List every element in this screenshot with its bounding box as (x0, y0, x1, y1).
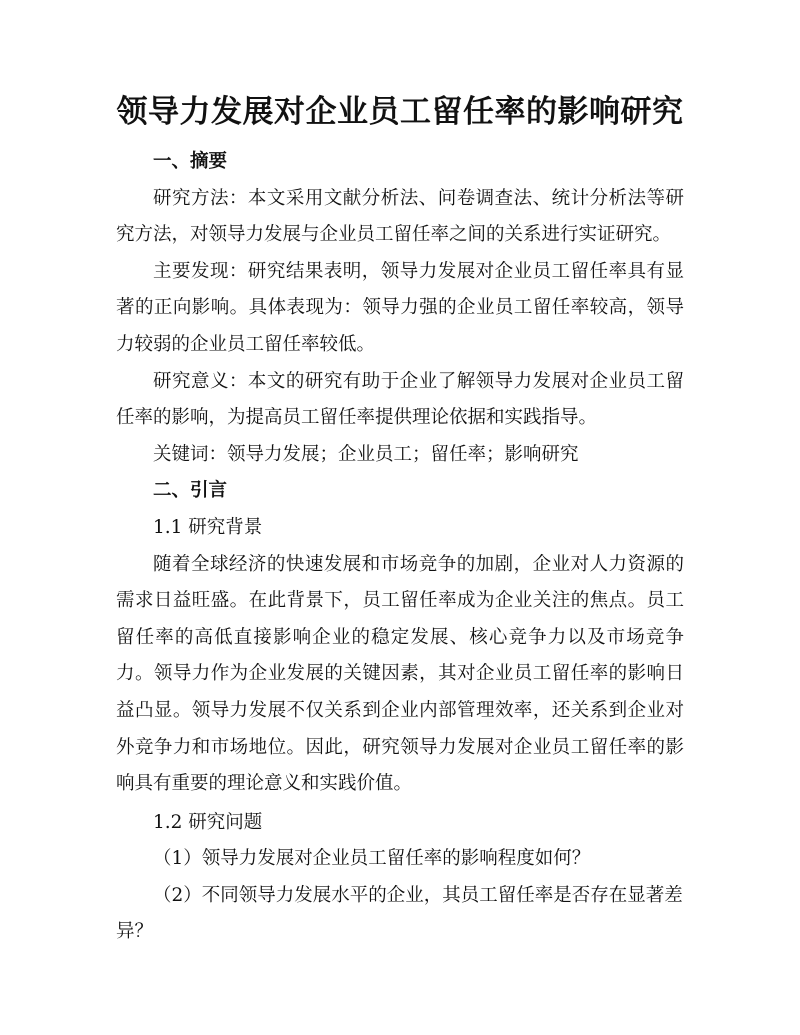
subsection-heading-background: 1.1 研究背景 (153, 516, 263, 538)
document-body (116, 144, 684, 951)
background-paragraph: 随着全球经济的快速发展和市场竞争的加剧，企业对人力资源的需求日益旺盛。在此背景下，员工留任率成为企业关注的焦点。员工留任率的高低直接影响企业的稳定发展、核心竞争力以及市场竞争力。领导力作为企业发展的关键因素，其对企业员工留任率的影响日益凸显。领导力发展不仅关系到企业内部管理效率，还关系到企业对外竞争力和市场地位。因此，研究领导力发展对企业员工留任率的影响具有重要的理论意义和实践价值。 (116, 553, 684, 795)
abstract-findings: 主要发现：研究结果表明，领导力发展对企业员工留任率具有显著的正向影响。具体表现为：领导力强的企业员工留任率较高，领导力较弱的企业员工留任率较低。 (116, 260, 684, 355)
abstract-methods: 研究方法：本文采用文献分析法、问卷调查法、统计分析法等研究方法，对领导力发展与企业员工留任率之间的关系进行实证研究。 (116, 187, 684, 246)
section-heading-abstract: 一、摘要 (153, 151, 228, 172)
section-heading-introduction: 二、引言 (153, 480, 228, 502)
subsection-heading-questions: 1.2 研究问题 (153, 811, 263, 833)
research-question-item: （2）不同领导力发展水平的企业，其员工留任率是否存在显著差异？ (116, 884, 683, 943)
research-question-item: （1）领导力发展对企业员工留任率的影响程度如何？ (153, 848, 591, 870)
abstract-significance: 研究意义：本文的研究有助于企业了解领导力发展对企业员工留任率的影响，为提高员工留任率提供理论依据和实践指导。 (116, 370, 684, 429)
abstract-keywords: 关键词：领导力发展；企业员工；留任率；影响研究 (153, 443, 579, 465)
document-title: 领导力发展对企业员工留任率的影响研究 (116, 94, 684, 130)
